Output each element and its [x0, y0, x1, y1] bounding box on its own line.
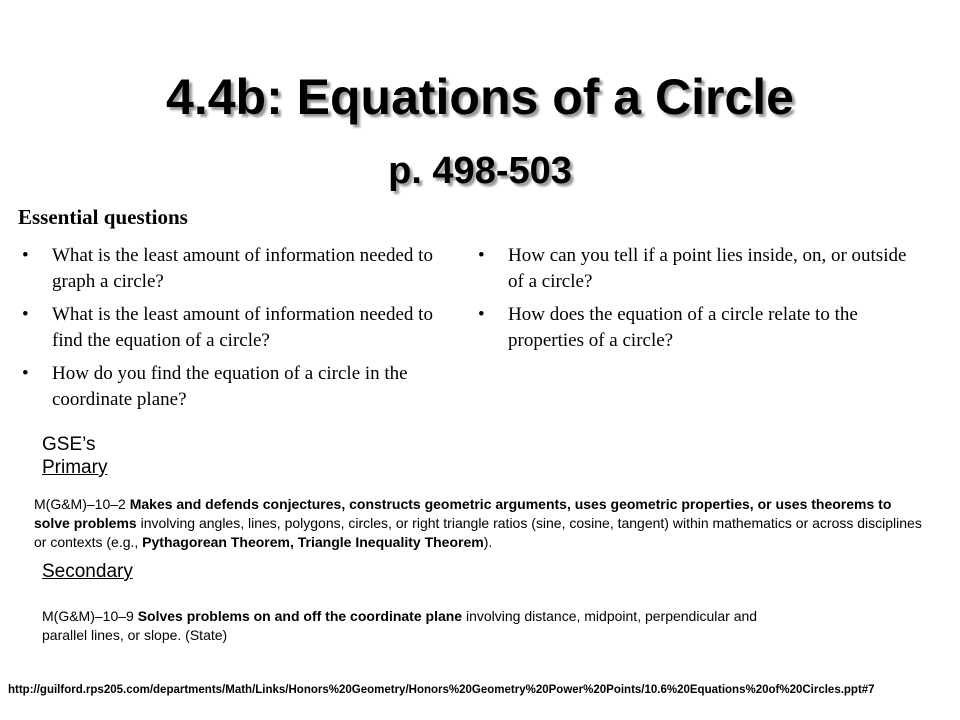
questions-left-list [18, 243, 468, 420]
question-item [18, 243, 468, 295]
bullet: • [478, 304, 485, 325]
standard-bold-text: Solves problems on and off the coordinate plane [137, 608, 463, 624]
secondary-label: Secondary [42, 561, 133, 582]
question-item [18, 361, 468, 413]
bullet: • [478, 245, 485, 266]
slide-title: 4.4b: Equations of a Circle [166, 69, 794, 125]
gse-label: GSE’s [42, 434, 96, 455]
standard-text: ). [483, 534, 493, 550]
standard-code: M(G&M)–10–9 [42, 608, 138, 624]
question-text: How can you tell if a point lies inside, on, or outside of a circle? [508, 245, 907, 292]
source-url: http://guilford.rps205.com/departments/Math/Links/Honors%20Geometry/Honors%20Geometry%20Power%20Points/10.6%20Equations%20of%20Circles.ppt#7 [8, 684, 875, 696]
question-text: What is the least amount of information needed to find the equation of a circle? [52, 304, 433, 351]
standard-text: involving angles, lines, polygons, circles, or right triangle ratios (sine, cosine, tangent) within mathematics or across disciplines or contexts (e.g., [34, 515, 922, 550]
questions-right-list [474, 243, 914, 361]
bullet: • [22, 363, 29, 384]
standard-bold-text: Makes and defends conjectures, constructs geometric arguments, uses geometric properties, or uses theorems to solve problems [34, 496, 892, 531]
bullet: • [22, 245, 29, 266]
page-reference: p. 498-503 [388, 150, 572, 192]
question-item [18, 302, 468, 354]
standard-code: M(G&M)–10–2 [34, 496, 130, 512]
question-text: How does the equation of a circle relate to the properties of a circle? [508, 304, 858, 351]
primary-label: Primary [42, 457, 108, 478]
primary-standard [34, 495, 924, 552]
bullet: • [22, 304, 29, 325]
secondary-standard [42, 607, 762, 645]
essential-questions-heading: Essential questions [18, 205, 188, 229]
question-text: How do you find the equation of a circle in the coordinate plane? [52, 363, 408, 410]
standard-bold-text: Pythagorean Theorem, Triangle Inequality Theorem [142, 534, 484, 550]
standard-text: involving distance, midpoint, perpendicular and parallel lines, or slope. (State) [42, 608, 758, 643]
question-item [474, 243, 914, 295]
question-text: What is the least amount of information needed to graph a circle? [52, 245, 433, 292]
question-item [474, 302, 914, 354]
